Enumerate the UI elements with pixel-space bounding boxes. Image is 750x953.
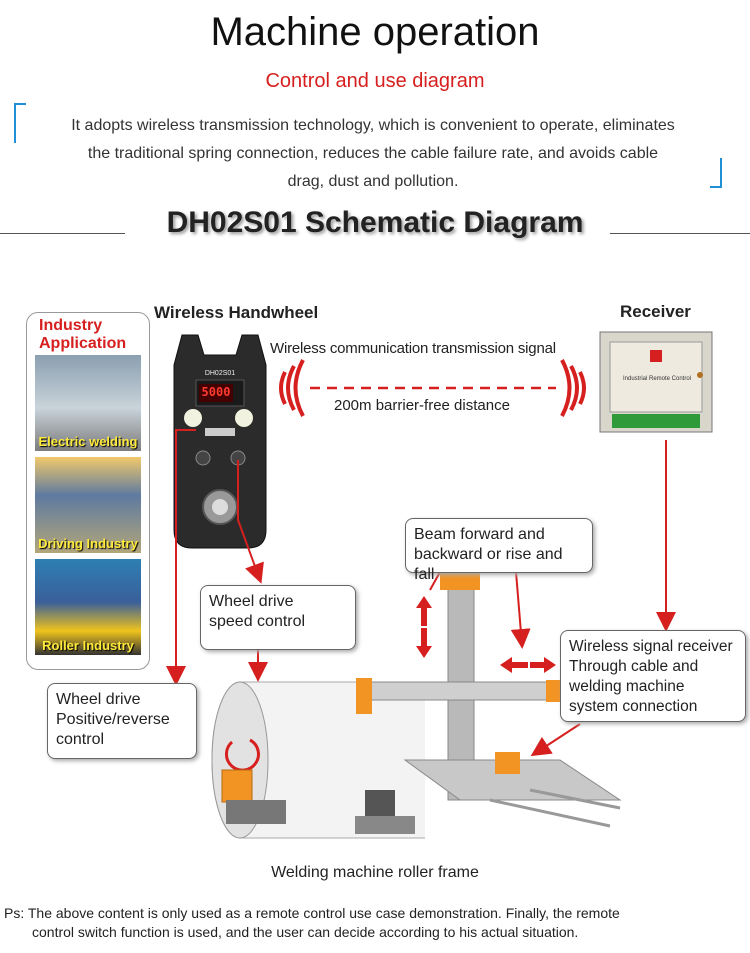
page-subtitle: Control and use diagram (265, 70, 485, 92)
industry-heading-line: Industry (39, 317, 103, 334)
industry-image-roller (35, 559, 141, 655)
callout-line: Wheel drive (56, 691, 141, 708)
receiver-device (600, 332, 712, 432)
footnote (0, 904, 750, 942)
callout-line: backward or rise and fall (414, 546, 563, 583)
machine-caption: Welding machine roller frame (271, 864, 479, 881)
industry-label: Driving Industry (38, 536, 138, 551)
wireless-signal-icon-left (281, 360, 303, 416)
industry-heading (39, 317, 126, 353)
white-knob-icon (184, 409, 202, 427)
industry-label: Electric welding (38, 434, 138, 449)
callout-beam (405, 518, 593, 583)
receiver-label: Receiver (620, 302, 691, 321)
callout-line: Through cable and (569, 658, 699, 675)
intro-line: It adopts wireless transmission technology, which is convenient to operate, eliminates (71, 117, 675, 134)
callout-direction-control (47, 683, 197, 759)
industry-application-panel (26, 312, 150, 670)
industry-label: Roller Industry (42, 638, 134, 653)
handwheel-display: 5000 (201, 385, 231, 399)
industry-image-driving (35, 457, 141, 553)
distance-text: 200m barrier-free distance (334, 397, 510, 414)
industry-heading-line: Application (39, 335, 127, 352)
page-title: Machine operation (210, 10, 540, 54)
industry-image-welding (35, 355, 141, 451)
schematic-title: DH02S01 Schematic Diagram (166, 206, 584, 239)
callout-line: Beam forward and (414, 526, 545, 543)
handwheel-device (174, 335, 266, 548)
wireless-signal-icon-right (562, 360, 584, 416)
callout-line: Wireless signal receiver (569, 638, 733, 655)
callout-speed-control (200, 585, 356, 650)
footnote-line: control switch function is used, and the user can decide according to his actual situation. (32, 924, 579, 940)
footnote-line: Ps: The above content is only used as a remote control use case demonstration. Finally, the remote (4, 905, 620, 921)
intro-line: the traditional spring connection, reduces the cable failure rate, and avoids cable (87, 145, 659, 162)
handwheel-label: Wireless Handwheel (154, 303, 319, 322)
callout-line: control (56, 731, 105, 748)
intro-line: drag, dust and pollution. (287, 173, 459, 190)
callout-line: speed control (209, 613, 306, 630)
callout-line: Positive/reverse (56, 711, 170, 728)
handwheel-model: DH02S01 (204, 370, 236, 377)
callout-line: Wheel drive (209, 593, 294, 610)
callout-line: system connection (569, 698, 698, 715)
callout-line: welding machine (569, 678, 685, 695)
receiver-panel-text: Industrial Remote Control (622, 376, 692, 382)
callout-receiver-connection (560, 630, 746, 722)
signal-text: Wireless communication transmission signal (270, 340, 556, 357)
